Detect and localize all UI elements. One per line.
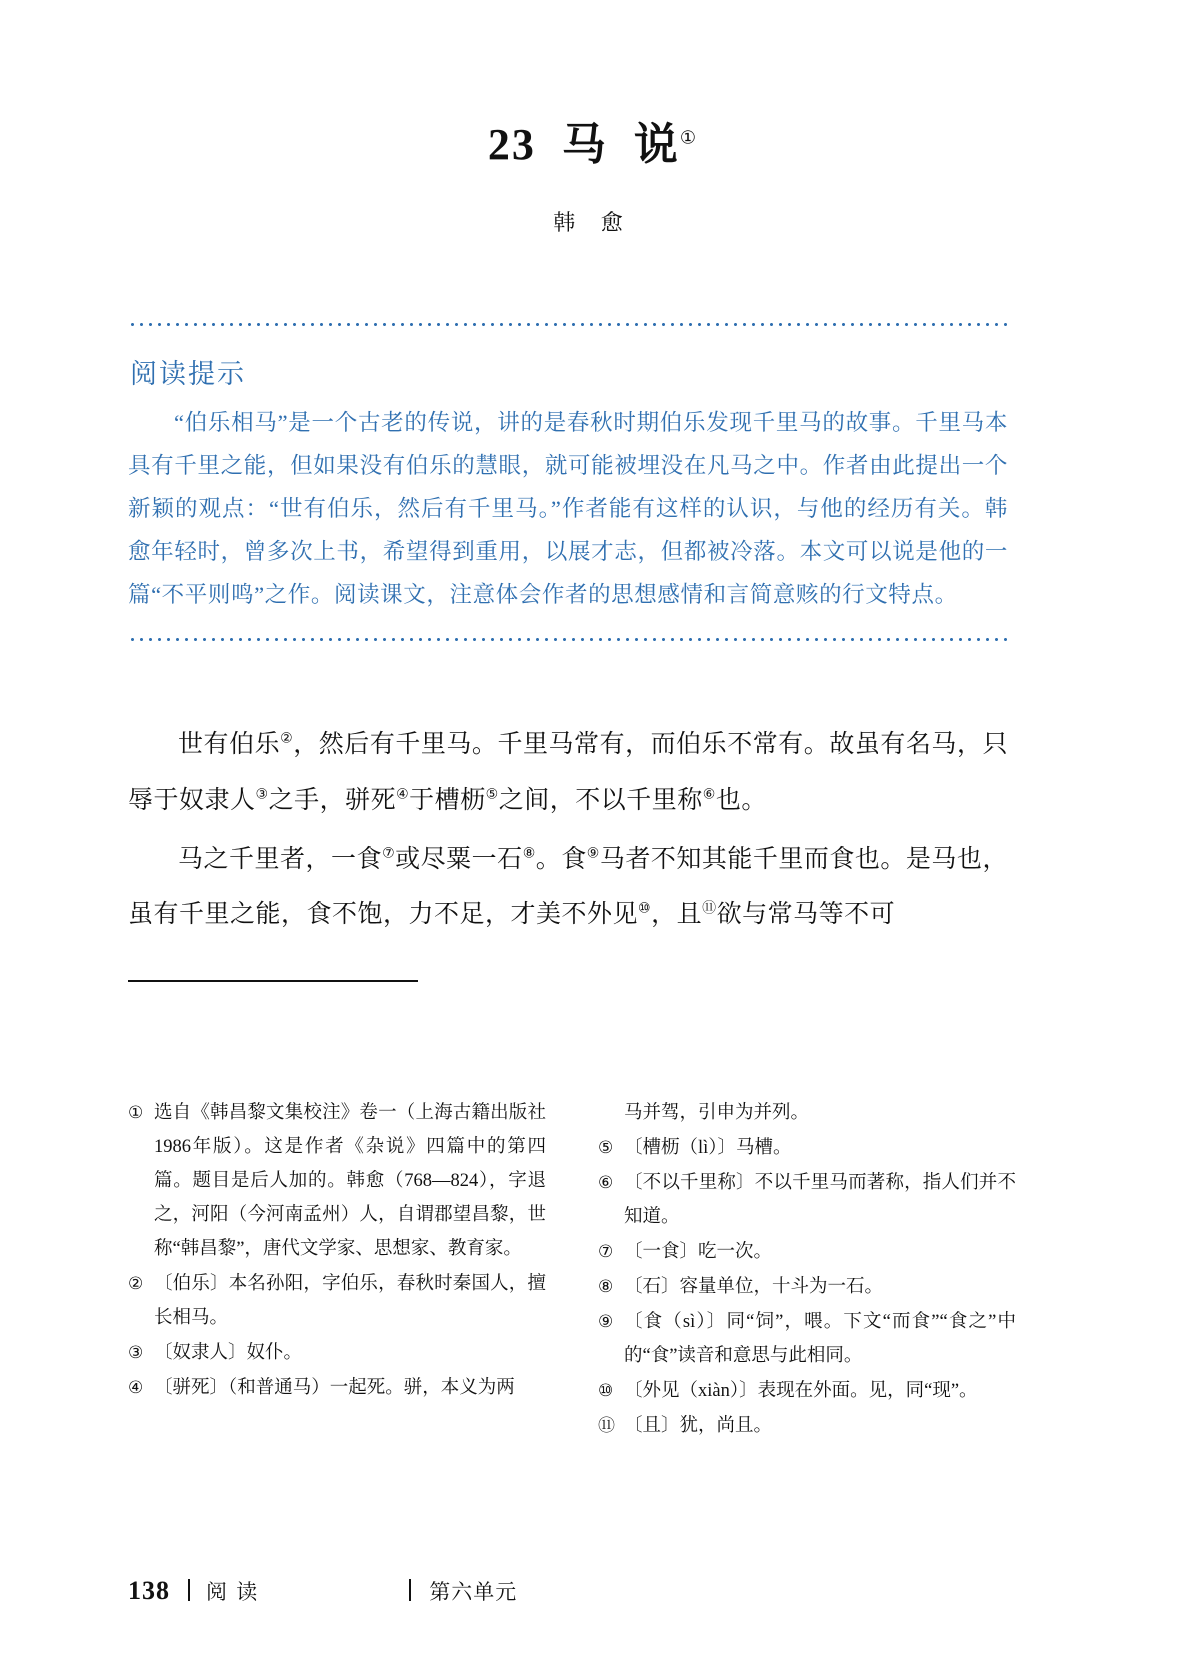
footer-section-label: 阅 读 <box>206 1580 260 1604</box>
footnote-number: ③ <box>128 1343 144 1362</box>
author-name: 韩 愈 <box>553 210 633 235</box>
footnote-text: 〔一食〕吃一次。 <box>624 1242 773 1262</box>
paragraph-1-content: 世有伯乐②，然后有千里马。千里马常有，而伯乐不常有。故虽有名马，只辱于奴隶人③之手，骈死④于槽枥⑤之间，不以千里称⑥也。 <box>128 731 1008 814</box>
body-paragraph-2 <box>128 830 1008 941</box>
footnote-item <box>128 1336 546 1370</box>
title-footnote-marker: ① <box>679 127 699 148</box>
footnote-number: ④ <box>128 1378 144 1397</box>
footnote-marker: ⑤ <box>485 787 499 803</box>
hint-paragraph-text: “伯乐相马”是一个古老的传说，讲的是春秋时期伯乐发现千里马的故事。千里马本具有千里之能，但如果没有伯乐的慧眼，就可能被埋没在凡马之中。作者由此提出一个新颖的观点：“世有伯乐，然后有千里马。”作者能有这样的认识，与他的经历有关。韩愈年轻时，曾多次上书，希望得到重用，以展才志，但都被冷落。本文可以说是他的一篇“不平则鸣”之作。阅读课文，注意体会作者的思想感情和言简意赅的行文特点。 <box>128 410 1008 607</box>
footnote-item <box>598 1166 1016 1234</box>
footnote-text: 〔且〕犹，尚且。 <box>624 1416 773 1436</box>
footnote-text: 〔伯乐〕本名孙阳，字伯乐，春秋时秦国人，擅长相马。 <box>154 1274 546 1328</box>
footnote-item <box>598 1409 1016 1443</box>
title-block <box>0 108 1186 237</box>
footnote-number: ⑪ <box>598 1416 615 1435</box>
footnote-text: 〔石〕容量单位，十斗为一石。 <box>624 1277 884 1297</box>
footnote-text: 〔骈死〕（和普通马）一起死。骈，本义为两 <box>154 1378 515 1398</box>
footnote-item <box>598 1374 1016 1408</box>
hint-heading: 阅读提示 <box>130 359 246 389</box>
footnote-marker: ⑥ <box>702 787 716 803</box>
footnote-marker: ⑧ <box>522 846 536 862</box>
footnote-marker: ⑩ <box>638 901 652 917</box>
footnote-item <box>598 1235 1016 1269</box>
footnote-marker: ④ <box>396 787 410 803</box>
page-title <box>488 108 698 172</box>
footnote-text: 〔外见（xiàn）〕表现在外面。见，同“现”。 <box>624 1381 978 1401</box>
footnote-marker: ⑪ <box>702 901 717 917</box>
footnote-text: 〔槽枥（lì）〕马槽。 <box>624 1138 792 1158</box>
footer-divider-2 <box>409 1579 411 1601</box>
footnote-number: ⑤ <box>598 1138 614 1157</box>
footnote-marker: ⑨ <box>586 846 600 862</box>
footer-divider-1 <box>188 1579 190 1601</box>
footnote-area <box>128 1096 1018 1444</box>
footnote-text: 选自《韩昌黎文集校注》卷一（上海古籍出版社1986年版）。这是作者《杂说》四篇中的第四篇。题目是后人加的。韩愈（768—824），字退之，河阳（今河南孟州）人，自谓郡望昌黎，世称“韩昌黎”，唐代文学家、思想家、教育家。 <box>154 1103 546 1259</box>
footnote-marker: ⑦ <box>382 846 396 862</box>
lesson-number: 23 <box>487 120 536 169</box>
footnote-number: ⑨ <box>598 1312 614 1331</box>
footnote-text: 〔食（sì）〕同“饲”，喂。下文“而食”“食之”中的“食”读音和意思与此相同。 <box>624 1312 1016 1366</box>
footnote-text: 〔不以千里称〕不以千里马而著称，指人们并不知道。 <box>624 1173 1016 1227</box>
footer-unit-label: 第六单元 <box>429 1580 518 1604</box>
hint-paragraph <box>128 401 1008 616</box>
footnote-item <box>128 1267 546 1335</box>
footnote-number: ⑩ <box>598 1381 614 1400</box>
body-paragraph-1 <box>128 715 1008 826</box>
page-number: 138 <box>128 1576 170 1605</box>
footnote-text: 〔奴隶人〕奴仆。 <box>154 1343 303 1363</box>
footnote-item <box>128 1096 546 1266</box>
footnote-item <box>128 1371 546 1405</box>
footnote-number: ⑥ <box>598 1173 614 1192</box>
footnote-item <box>598 1131 1016 1165</box>
footnote-item <box>598 1096 1016 1130</box>
footnote-item <box>598 1305 1016 1373</box>
lesson-body <box>128 715 1008 940</box>
hint-top-divider <box>128 323 1008 326</box>
footnote-text: 马并驾，引申为并列。 <box>624 1103 810 1123</box>
footnote-column-right <box>598 1096 1016 1444</box>
footnote-item <box>598 1270 1016 1304</box>
footnote-number: ② <box>128 1274 144 1293</box>
title-char-1: 马 <box>561 120 608 169</box>
title-char-2: 说 <box>633 120 680 169</box>
footnote-divider <box>128 980 418 982</box>
reading-hint-box <box>128 323 1008 641</box>
footnote-column-left <box>128 1096 546 1444</box>
footnote-marker: ③ <box>255 787 269 803</box>
page-footer <box>128 1576 1028 1606</box>
paragraph-2-content: 马之千里者，一食⑦或尽粟一石⑧。食⑨马者不知其能千里而食也。是马也，虽有千里之能，食不饱，力不足，才美不外见⑩，且⑪欲与常马等不可 <box>128 845 1008 929</box>
footnote-number: ① <box>128 1103 144 1122</box>
hint-bottom-divider <box>128 638 1008 641</box>
footnote-number: ⑧ <box>598 1277 614 1296</box>
footnote-marker: ② <box>280 732 294 747</box>
footnote-number: ⑦ <box>598 1242 614 1261</box>
